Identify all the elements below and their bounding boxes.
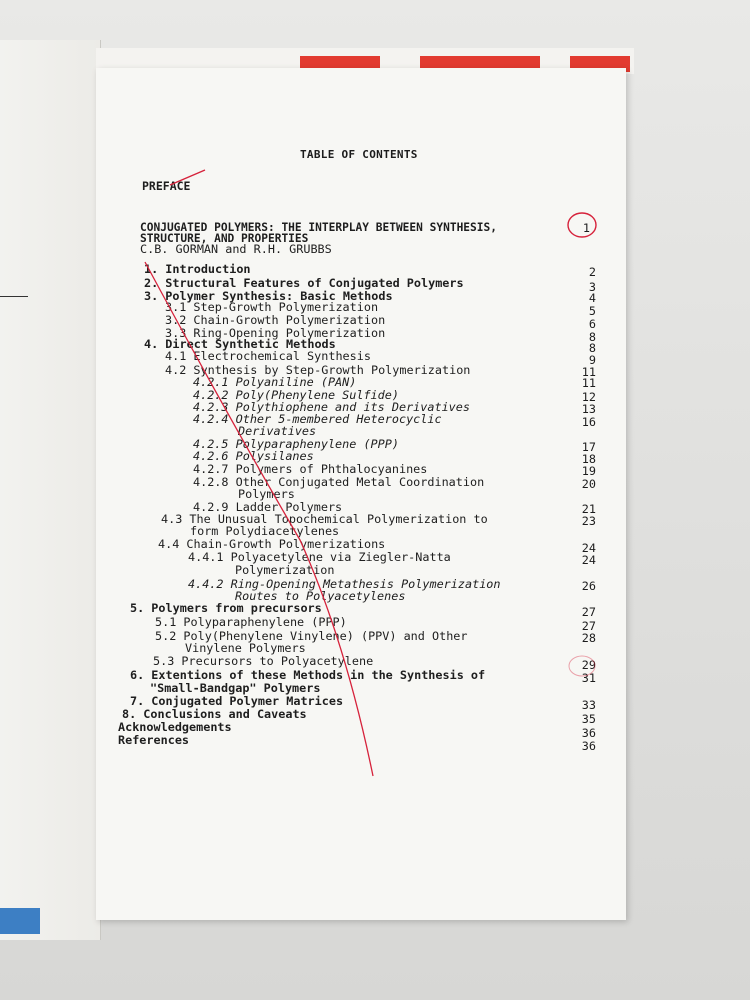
toc-page-number: 26	[581, 579, 596, 593]
toc-page-number: 27	[581, 619, 596, 633]
toc-entry: Derivatives	[238, 424, 317, 438]
toc-page-number: 11	[581, 376, 596, 390]
toc-entry: 3.1 Step-Growth Polymerization	[165, 300, 379, 314]
toc-page-number: 3	[588, 280, 596, 294]
toc-entry: 4.2.8 Other Conjugated Metal Coordination	[193, 475, 485, 489]
toc-entry: 4.2.2 Poly(Phenylene Sulfide)	[193, 388, 399, 402]
toc-page-number: 18	[581, 452, 596, 466]
toc-entry: 3.3 Ring-Opening Polymerization	[165, 326, 386, 340]
page-title: TABLE OF CONTENTS	[300, 148, 418, 161]
chapter-title-line-2: STRUCTURE, AND PROPERTIES	[140, 232, 309, 245]
chapter-authors: C.B. GORMAN and R.H. GRUBBS	[140, 242, 332, 256]
toc-page-number: 5	[588, 304, 596, 318]
toc-entry: 4.2.3 Polythiophene and its Derivatives	[193, 400, 470, 414]
toc-entry: 4.4.2 Ring-Opening Metathesis Polymerization	[188, 577, 501, 591]
toc-entry: "Small-Bandgap" Polymers	[150, 681, 321, 695]
toc-page-number: 8	[588, 330, 596, 344]
toc-entry: 4.2.1 Polyaniline (PAN)	[193, 375, 357, 389]
toc-entry: 4.1 Electrochemical Synthesis	[165, 349, 371, 363]
toc-page-number: 11	[581, 365, 596, 379]
toc-entry: 4.4 Chain-Growth Polymerizations	[158, 537, 386, 551]
toc-page-number: 4	[588, 291, 596, 305]
toc-entry: 3.2 Chain-Growth Polymerization	[165, 313, 386, 327]
toc-entry: 7. Conjugated Polymer Matrices	[130, 694, 344, 708]
cover-rule	[0, 296, 28, 297]
toc-page-number: 19	[581, 464, 596, 478]
toc-page-number: 29	[581, 658, 596, 672]
toc-page-number: 17	[581, 440, 596, 454]
toc-page-number: 36	[581, 726, 596, 740]
toc-page-number: 31	[581, 671, 596, 685]
toc-page-number: 24	[581, 541, 596, 555]
toc-entry: References	[118, 733, 190, 747]
toc-entry: 1. Introduction	[144, 262, 251, 276]
toc-entry: Polymerization	[235, 563, 335, 577]
toc-entry: 5. Polymers from precursors	[130, 601, 322, 615]
toc-entry: 4.2.9 Ladder Polymers	[193, 500, 343, 514]
cover-blue-edge	[0, 908, 40, 934]
toc-entry: form Polydiacetylenes	[190, 524, 340, 538]
preface-heading: PREFACE	[142, 179, 191, 193]
toc-entry: 3. Polymer Synthesis: Basic Methods	[144, 289, 393, 303]
toc-page-number: 12	[581, 390, 596, 404]
toc-entry: Acknowledgements	[118, 720, 232, 734]
toc-entry: 4.2.7 Polymers of Phthalocyanines	[193, 462, 428, 476]
toc-entry: 8. Conclusions and Caveats	[122, 707, 307, 721]
toc-page	[96, 68, 626, 920]
chapter-title-line-1: CONJUGATED POLYMERS: THE INTERPLAY BETWEEN SYNTHESIS,	[140, 221, 497, 234]
toc-entry: 5.1 Polyparaphenylene (PPP)	[155, 615, 347, 629]
toc-entry: 6. Extentions of these Methods in the Synthesis of	[130, 668, 486, 682]
toc-page-number: 6	[588, 317, 596, 331]
toc-entry: 4.2.4 Other 5-membered Heterocyclic	[193, 412, 442, 426]
toc-entry: 5.2 Poly(Phenylene Vinylene) (PPV) and Other	[155, 629, 468, 643]
toc-page-number: 2	[588, 265, 596, 279]
chapter-page-number: 1	[582, 221, 590, 235]
toc-page-number: 28	[581, 631, 596, 645]
toc-page-number: 9	[588, 353, 596, 367]
toc-entry: Vinylene Polymers	[185, 641, 306, 655]
toc-entry: Routes to Polyacetylenes	[235, 589, 406, 603]
toc-page-number: 20	[581, 477, 596, 491]
toc-page-number: 16	[581, 415, 596, 429]
toc-entry: 4.3 The Unusual Topochemical Polymerization to	[161, 512, 488, 526]
toc-page-number: 36	[581, 739, 596, 753]
toc-page-number: 21	[581, 502, 596, 516]
toc-entry: 4.2 Synthesis by Step-Growth Polymerization	[165, 363, 471, 377]
toc-page-number: 8	[588, 341, 596, 355]
toc-page-number: 35	[581, 712, 596, 726]
toc-page-number: 23	[581, 514, 596, 528]
toc-entry: 4.4.1 Polyacetylene via Ziegler-Natta	[188, 550, 451, 564]
toc-page-number: 13	[581, 402, 596, 416]
toc-page-number: 24	[581, 553, 596, 567]
toc-entry: Polymers	[238, 487, 295, 501]
toc-page-number: 33	[581, 698, 596, 712]
toc-entry: 5.3 Precursors to Polyacetylene	[153, 654, 374, 668]
toc-entry: 4.2.5 Polyparaphenylene (PPP)	[193, 437, 399, 451]
toc-entry: 4. Direct Synthetic Methods	[144, 337, 336, 351]
toc-page-number: 27	[581, 605, 596, 619]
toc-entry: 2. Structural Features of Conjugated Polymers	[144, 276, 464, 290]
toc-entry: 4.2.6 Polysilanes	[193, 449, 314, 463]
book-cover-left	[0, 40, 101, 940]
